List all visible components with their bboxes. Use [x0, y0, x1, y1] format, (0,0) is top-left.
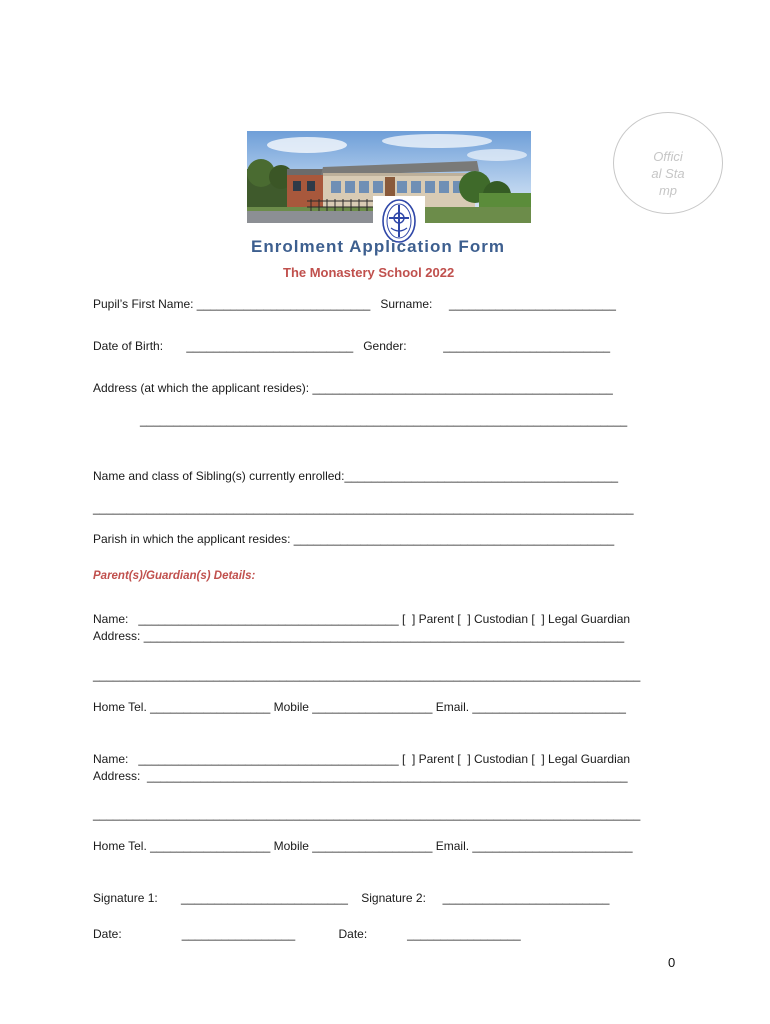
guardian-1-address-field[interactable]: Address: ________________________________________________________________________: [93, 629, 625, 643]
guardian-section-title: Parent(s)/Guardian(s) Details:: [93, 570, 256, 582]
guardian-1-address-line-2[interactable]: __________________________________________________________________________________: [93, 668, 641, 682]
guardian-1-name-field[interactable]: Name: _______________________________________ [ ] Parent [ ] Custodian [ ] Legal Guardian: [93, 612, 631, 626]
official-stamp-text: Official Stamp: [651, 149, 685, 198]
pupil-name-field[interactable]: Pupil’s First Name: __________________________ Surname: _________________________: [93, 297, 616, 311]
guardian-2-address-line-2[interactable]: __________________________________________________________________________________: [93, 807, 641, 821]
siblings-field[interactable]: Name and class of Sibling(s) currently enrolled:_________________________________________: [93, 469, 619, 483]
page-number: 0: [668, 955, 676, 970]
signature-row[interactable]: Signature 1: _________________________ Signature 2: _________________________: [93, 891, 610, 905]
parish-field[interactable]: Parish in which the applicant resides: ________________________________________________: [93, 532, 615, 546]
date-of-birth-field[interactable]: Date of Birth: _________________________ Gender: _________________________: [93, 339, 611, 353]
guardian-1-contact-field[interactable]: Home Tel. __________________ Mobile __________________ Email. _______________________: [93, 700, 626, 714]
official-stamp: [613, 112, 723, 214]
guardian-2-address-field[interactable]: Address: ________________________________________________________________________: [93, 769, 628, 783]
form-subtitle: The Monastery School 2022: [283, 265, 455, 280]
guardian-2-contact-field[interactable]: Home Tel. __________________ Mobile __________________ Email. ________________________: [93, 839, 633, 853]
address-field[interactable]: Address (at which the applicant resides): _____________________________________________: [93, 381, 613, 395]
form-title: Enrolment Application Form: [251, 237, 505, 256]
date-row[interactable]: Date: _________________ Date: _________________: [93, 927, 521, 941]
address-field-line-2[interactable]: _________________________________________________________________________: [140, 413, 628, 427]
guardian-2-name-field[interactable]: Name: _______________________________________ [ ] Parent [ ] Custodian [ ] Legal Guardian: [93, 752, 631, 766]
siblings-field-line-2[interactable]: _________________________________________________________________________________: [93, 501, 634, 515]
